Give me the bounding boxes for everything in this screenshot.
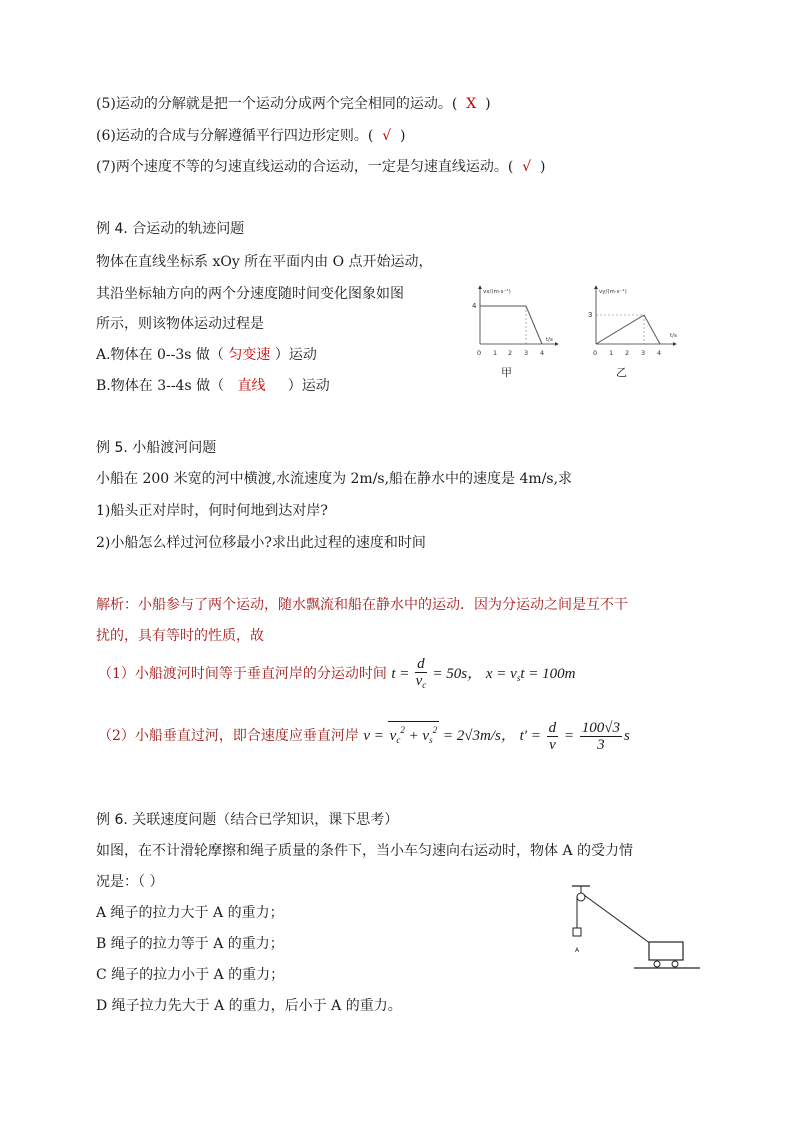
superscript: 2 bbox=[432, 725, 438, 735]
ex4-line-3: 所示，则该物体运动过程是 bbox=[96, 316, 264, 332]
x-tick-label: 3 bbox=[641, 349, 646, 357]
denominator bbox=[415, 673, 427, 693]
velocity-graph-left bbox=[468, 282, 568, 382]
y-tick-label: 3 bbox=[588, 311, 593, 319]
symbol: t′ = bbox=[519, 728, 541, 744]
fraction bbox=[415, 656, 427, 693]
velocity-line bbox=[596, 315, 644, 344]
numerator: d bbox=[417, 656, 425, 673]
velocity-graph-right bbox=[584, 282, 694, 382]
numerator: 100√3 bbox=[581, 720, 621, 737]
option-suffix: ）运动 bbox=[274, 347, 317, 363]
formula-velocity bbox=[363, 720, 630, 754]
velocity-line bbox=[644, 315, 660, 344]
symbol: v = bbox=[363, 728, 384, 744]
judgement-text: (7)两个速度不等的匀速直线运动的合运动，一定是匀速直线运动。( bbox=[96, 159, 514, 175]
subscript: s bbox=[429, 735, 433, 745]
separator: ， bbox=[500, 728, 516, 744]
option-suffix: ）运动 bbox=[287, 378, 330, 394]
x-tick-label: 1 bbox=[609, 349, 614, 357]
option-answer: 直线 bbox=[237, 378, 266, 394]
option-prefix: B.物体在 3--4s 做（ bbox=[96, 378, 225, 394]
ex5-line-2: 1)船头正对岸时，何时何地到达对岸? bbox=[96, 503, 328, 519]
fraction bbox=[580, 720, 622, 753]
ex4-title: 例 4. 合运动的轨迹问题 bbox=[96, 221, 245, 237]
judgement-6 bbox=[96, 126, 406, 146]
symbol: v bbox=[415, 673, 423, 690]
ex5-title: 例 5. 小船渡河问题 bbox=[96, 440, 217, 456]
block-a bbox=[573, 928, 581, 936]
judgement-answer: √ bbox=[382, 128, 392, 144]
step-text: （2）小船垂直过河，即合速度应垂直河岸 bbox=[98, 728, 359, 744]
option-answer: 匀变速 bbox=[228, 347, 271, 363]
ex6-option-d: D 绳子拉力先大于 A 的重力，后小于 A 的重力。 bbox=[96, 998, 402, 1014]
ex4-line-2: 其沿坐标轴方向的两个分速度随时间变化图象如图 bbox=[96, 286, 404, 302]
x-axis-label: t/s bbox=[670, 333, 677, 339]
symbol: x = v bbox=[485, 666, 517, 682]
denominator: 3 bbox=[597, 737, 605, 754]
fraction bbox=[547, 720, 559, 753]
subscript: s bbox=[516, 673, 521, 683]
ex5-line-3: 2)小船怎么样过河位移最小?求出此过程的速度和时间 bbox=[96, 535, 426, 551]
y-tick-label: 4 bbox=[472, 302, 477, 310]
bracket-close: ) bbox=[400, 128, 406, 144]
block-a-label: A bbox=[575, 947, 580, 954]
x-tick-label: 2 bbox=[625, 349, 630, 357]
ex5-step-2 bbox=[98, 716, 630, 756]
value: = 50s bbox=[432, 666, 468, 682]
y-axis-label: vy/(m·s⁻¹) bbox=[599, 289, 627, 295]
x-tick-label: 3 bbox=[524, 349, 529, 357]
ex4-line-1: 物体在直线坐标系 xOy 所在平面内由 O 点开始运动， bbox=[96, 254, 433, 270]
judgement-answer: X bbox=[466, 96, 477, 112]
velocity-line bbox=[526, 306, 542, 344]
numerator: d bbox=[548, 720, 557, 737]
superscript: 2 bbox=[400, 725, 405, 735]
subscript: c bbox=[422, 680, 427, 691]
x-tick-label: 0 bbox=[593, 349, 598, 357]
ex5-analysis-1: 解析：小船参与了两个运动，随水飘流和船在静水中的运动．因为分运动之间是互不干 bbox=[96, 597, 628, 613]
symbol: = bbox=[399, 666, 410, 682]
option-prefix: A.物体在 0--3s 做（ bbox=[96, 347, 224, 363]
value: t = 100m bbox=[520, 666, 576, 682]
separator: ， bbox=[467, 666, 483, 682]
judgement-answer: √ bbox=[522, 159, 532, 175]
x-axis-label: t/s bbox=[546, 337, 553, 343]
ex4-option-b bbox=[96, 376, 330, 396]
x-tick-label: 4 bbox=[540, 349, 545, 357]
x-tick-label: 2 bbox=[508, 349, 513, 357]
formula-time bbox=[391, 656, 576, 691]
rope bbox=[584, 895, 651, 944]
cart-body bbox=[649, 942, 683, 960]
pulley-wheel bbox=[577, 893, 585, 901]
denominator: v bbox=[549, 737, 556, 754]
ex5-line-1: 小船在 200 米宽的河中横渡,水流速度为 2m/s,船在静水中的速度是 4m/s,求 bbox=[96, 471, 573, 487]
ex6-option-c: C 绳子的拉力小于 A 的重力； bbox=[96, 967, 285, 983]
ex6-line-1: 如图，在不计滑轮摩擦和绳子质量的条件下，当小车匀速向右运动时，物体 A 的受力情 bbox=[96, 843, 634, 859]
step-text: （1）小船渡河时间等于垂直河岸的分运动时间 bbox=[98, 666, 387, 682]
bracket-close: ) bbox=[485, 96, 491, 112]
subscript: c bbox=[396, 735, 401, 745]
symbol: = bbox=[563, 728, 575, 744]
ex5-analysis-2: 扰的，具有等时的性质，故 bbox=[96, 628, 264, 644]
symbol: t bbox=[391, 666, 396, 682]
bracket-close: ) bbox=[540, 159, 546, 175]
ex4-option-a bbox=[96, 345, 317, 365]
x-tick-label: 0 bbox=[477, 349, 482, 357]
square-root bbox=[388, 721, 439, 748]
x-tick-label: 4 bbox=[657, 349, 662, 357]
ex6-option-b: B 绳子的拉力等于 A 的重力； bbox=[96, 936, 284, 952]
y-axis-label: vx/(m·s⁻¹) bbox=[483, 289, 511, 295]
symbol: v bbox=[389, 728, 397, 744]
cart-wheel bbox=[672, 961, 678, 967]
ex6-title: 例 6. 关联速度问题（结合已学知识，课下思考） bbox=[96, 812, 399, 828]
ex5-step-1 bbox=[98, 656, 575, 696]
value: = 2√3m/s bbox=[442, 728, 501, 744]
judgement-text: (6)运动的合成与分解遵循平行四边形定则。( bbox=[96, 128, 374, 144]
symbol: + v bbox=[408, 728, 430, 744]
graph-caption: 甲 bbox=[501, 366, 512, 379]
x-tick-label: 1 bbox=[493, 349, 498, 357]
ex6-option-a: A 绳子的拉力大于 A 的重力； bbox=[96, 905, 284, 921]
graph-caption: 乙 bbox=[616, 366, 627, 379]
pulley-cart-diagram bbox=[566, 882, 706, 980]
judgement-5 bbox=[96, 94, 491, 114]
judgement-7 bbox=[96, 157, 546, 177]
ex6-line-2: 况是：（ ） bbox=[96, 874, 164, 890]
cart-wheel bbox=[654, 961, 660, 967]
judgement-text: (5)运动的分解就是把一个运动分成两个完全相同的运动。( bbox=[96, 96, 458, 112]
unit: s bbox=[624, 728, 630, 744]
